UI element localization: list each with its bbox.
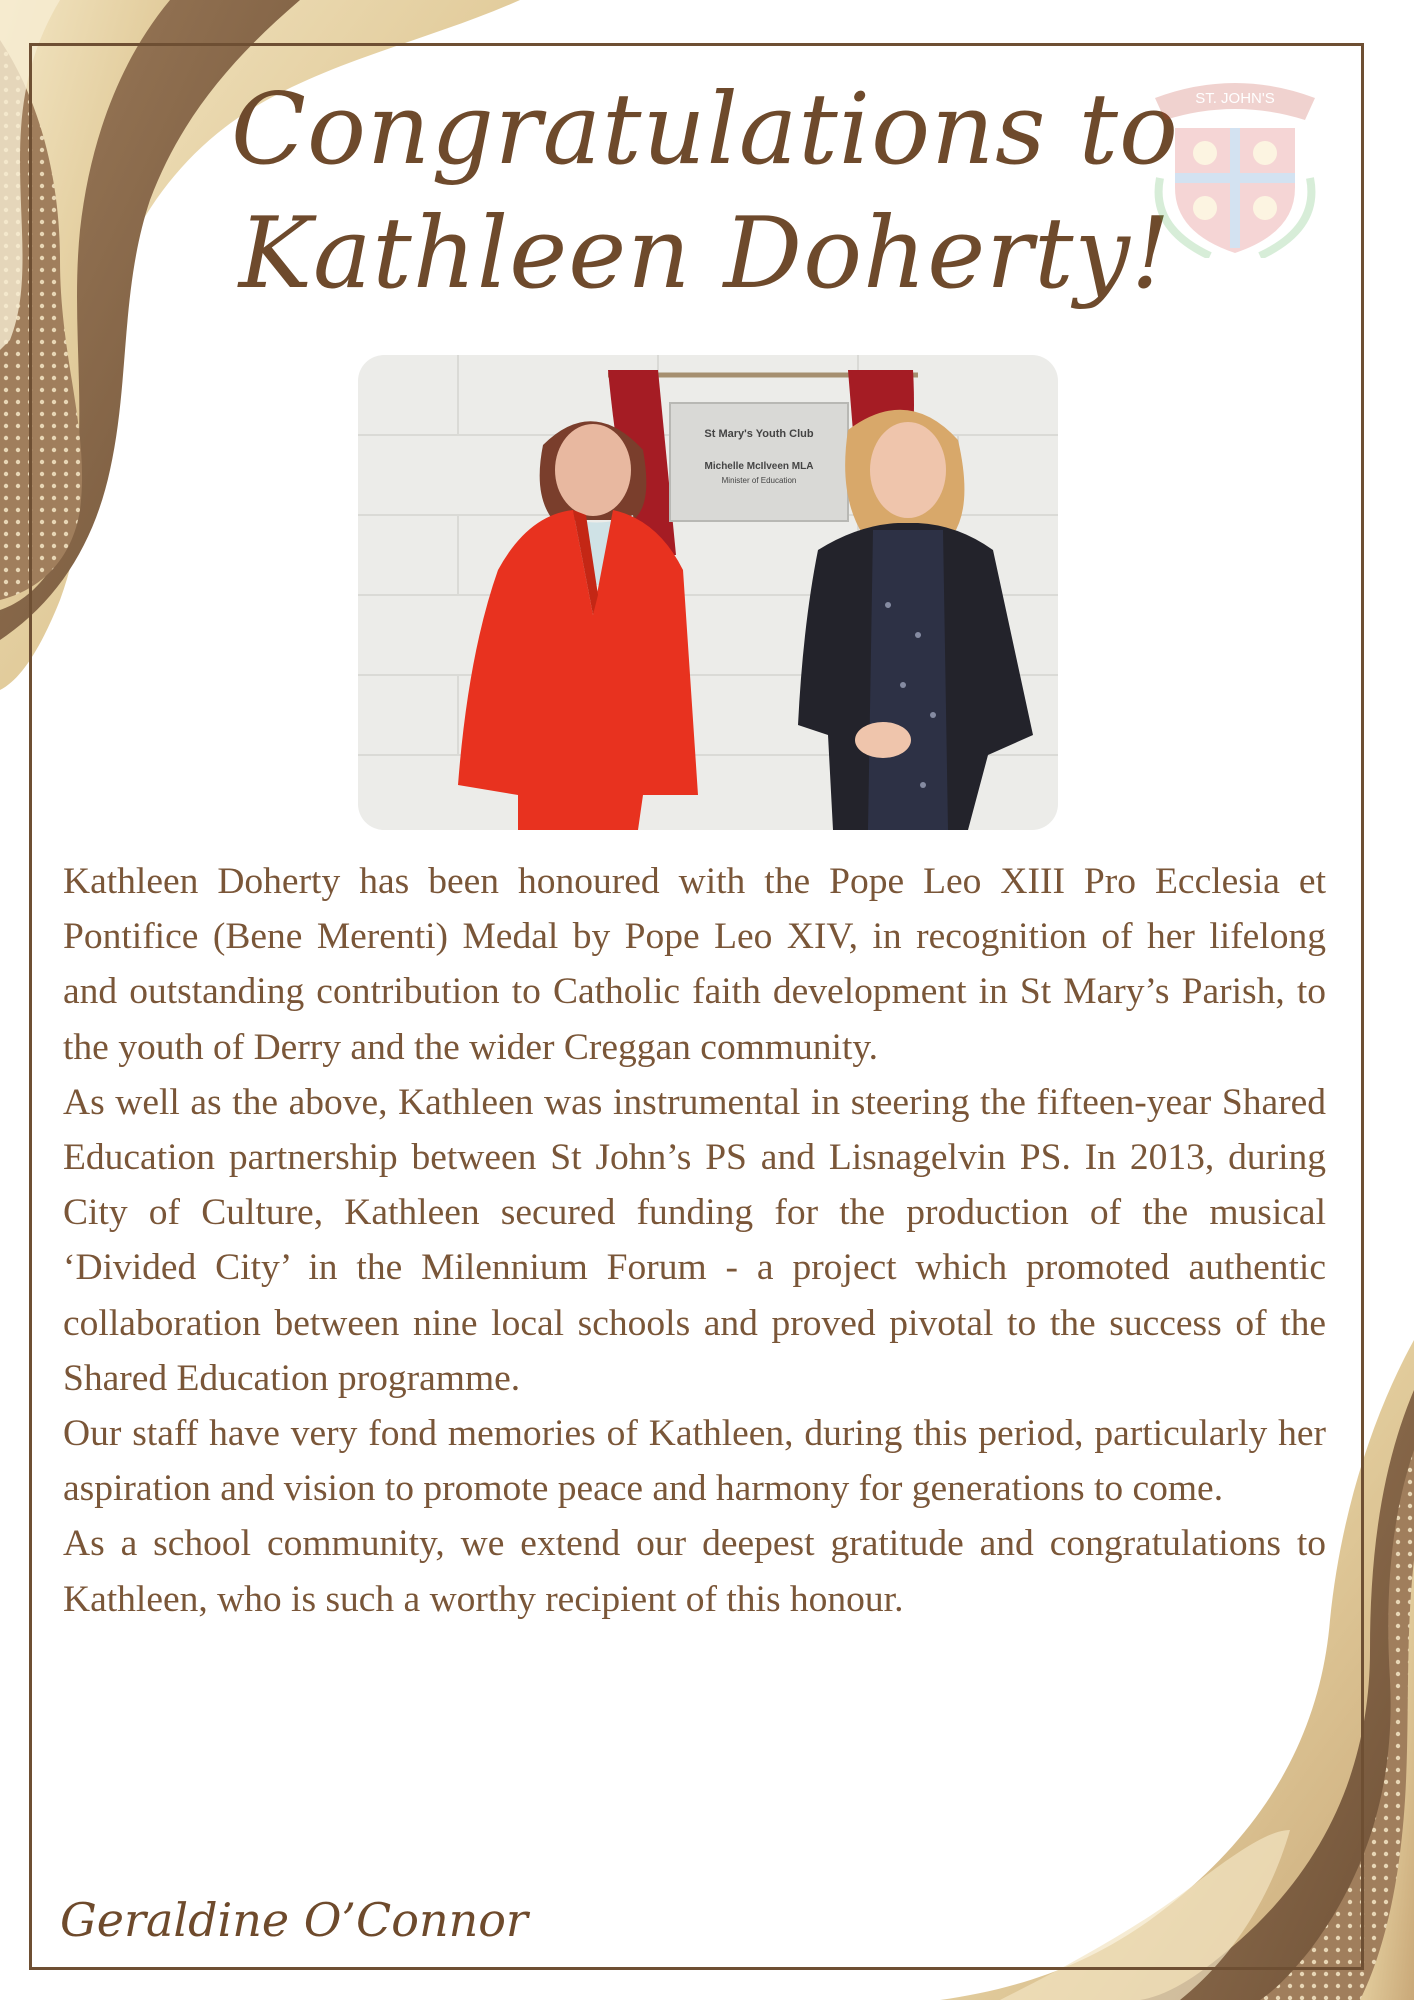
school-crest-icon	[1140, 58, 1330, 258]
signature: Geraldine O’Connor	[60, 1893, 528, 1947]
award-photo	[358, 355, 1058, 830]
paragraph-1: Kathleen Doherty has been honoured with the Pope Leo XIII Pro Ecclesia et Pontifice (Bene Merenti) Medal by Pope Leo XIV, in recognition of her lifelong and outstanding contribution to Catholic faith development in St Mary’s Parish, to the youth of Derry and the wider Creggan community.	[63, 861, 1326, 1068]
title-line-2: Kathleen Doherty!	[238, 197, 1172, 311]
paragraph-2: As well as the above, Kathleen was instrumental in steering the fifteen-year Shared Education partnership between St John’s PS and Lisnagelvin PS. In 2013, during City of Culture, Kathleen secured funding for the production of the musical ‘Divided City’ in the Milennium Forum - a project which promoted authentic collaboration between nine local schools and proved pivotal to the success of the Shared Education programme.	[63, 1081, 1326, 1399]
page-title	[200, 68, 1210, 316]
paragraph-3: Our staff have very fond memories of Kathleen, during this period, particularly her aspiration and vision to promote peace and harmony for generations to come.	[63, 1413, 1326, 1510]
citation-text	[63, 854, 1326, 1627]
plaque-line-2: Michelle McIlveen MLA	[704, 461, 814, 472]
paragraph-4: As a school community, we extend our deepest gratitude and congratulations to Kathleen, who is such a worthy recipient of this honour.	[63, 1523, 1326, 1620]
crest-text: ST. JOHN'S	[1195, 90, 1275, 107]
title-line-1: Congratulations to	[230, 73, 1180, 187]
photo-two-women-unveiling-plaque-icon	[358, 355, 1058, 830]
plaque-line-1: St Mary's Youth Club	[704, 428, 814, 440]
plaque-line-3: Minister of Education	[721, 476, 797, 485]
